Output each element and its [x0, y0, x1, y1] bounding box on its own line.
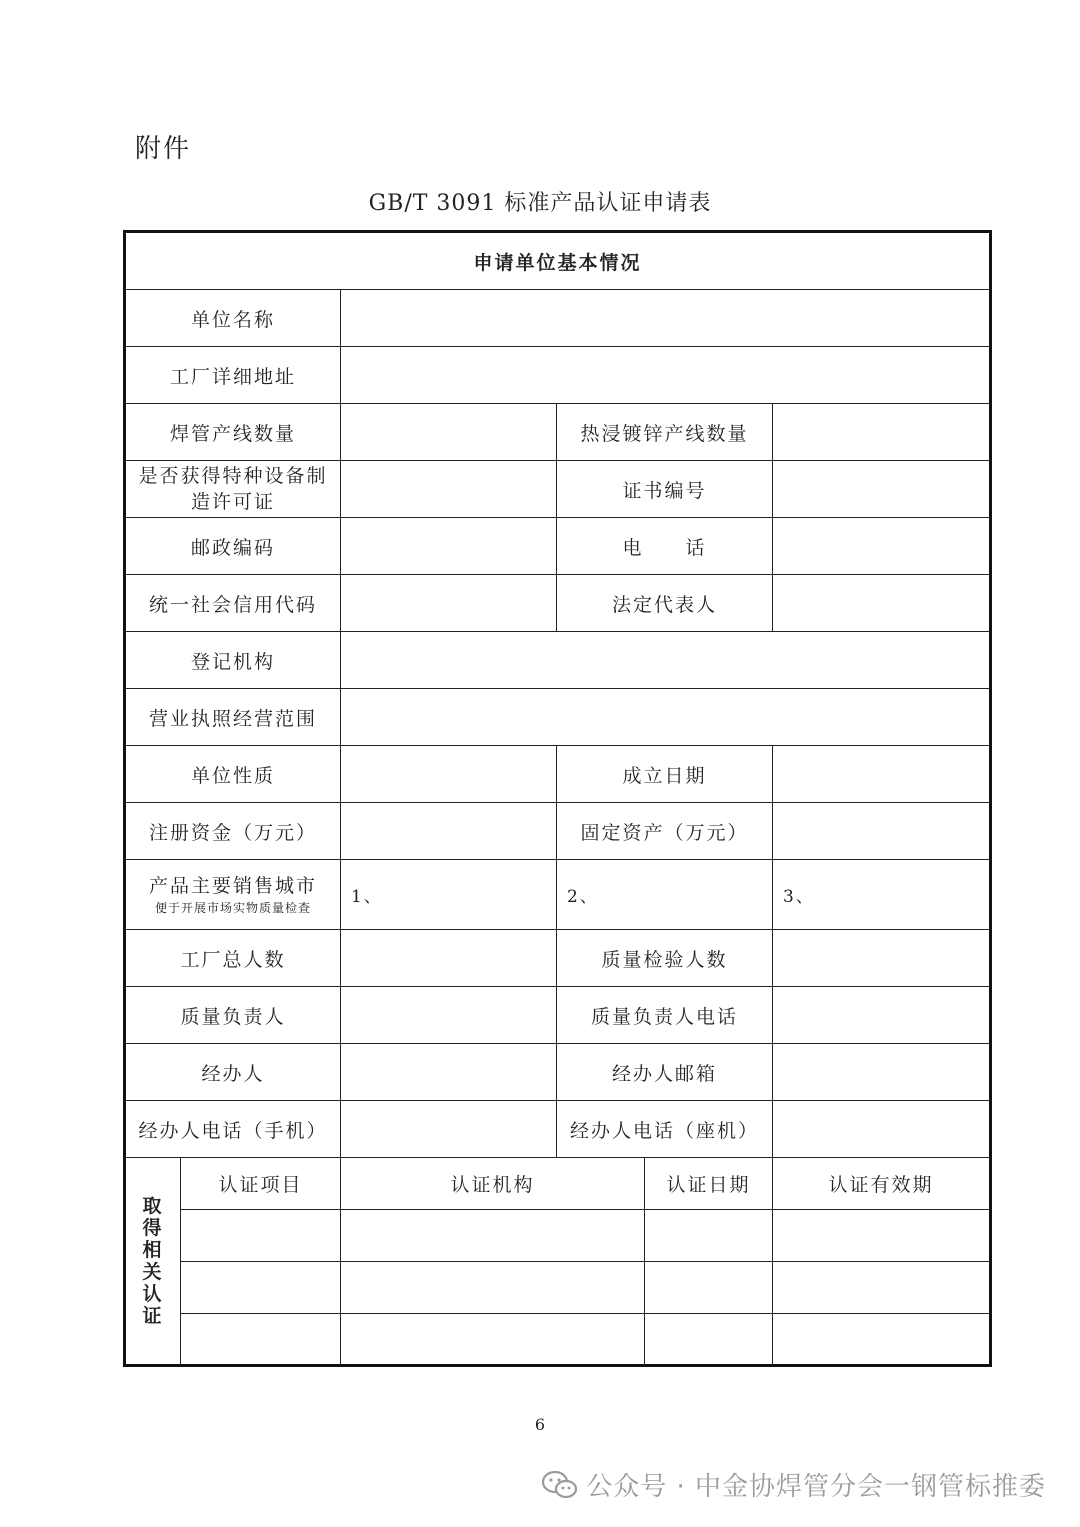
cert-section-text: [126, 1195, 180, 1327]
cert-section-char: 得: [142, 1217, 164, 1239]
cert-row-3-validity[interactable]: [773, 1314, 991, 1366]
cert-row-2-authority[interactable]: [341, 1262, 645, 1314]
cert-header-item: 认证项目: [181, 1158, 341, 1210]
watermark: [540, 1466, 1046, 1503]
cert-row-1-item[interactable]: [181, 1210, 341, 1262]
weld-pipe-lines-label: 焊管产线数量: [125, 404, 341, 461]
business-scope-label: 营业执照经营范围: [125, 689, 341, 746]
sales-city-2[interactable]: 2、: [557, 860, 773, 930]
unit-name-field[interactable]: [341, 290, 991, 347]
galvanizing-lines-label: 热浸镀锌产线数量: [557, 404, 773, 461]
establish-date-label: 成立日期: [557, 746, 773, 803]
cert-row-3-authority[interactable]: [341, 1314, 645, 1366]
qc-staff-label: 质量检验人数: [557, 930, 773, 987]
application-form-table: [123, 230, 992, 1367]
phone-label: 电 话: [557, 518, 773, 575]
establish-date-field[interactable]: [773, 746, 991, 803]
business-scope-field[interactable]: [341, 689, 991, 746]
handler-landline-label: 经办人电话（座机）: [557, 1101, 773, 1158]
quality-manager-field[interactable]: [341, 987, 557, 1044]
cert-row-2-date[interactable]: [645, 1262, 773, 1314]
handler-mobile-label: 经办人电话（手机）: [125, 1101, 341, 1158]
factory-address-label: 工厂详细地址: [125, 347, 341, 404]
certificate-no-label: 证书编号: [557, 461, 773, 518]
quality-manager-phone-field[interactable]: [773, 987, 991, 1044]
legal-rep-label: 法定代表人: [557, 575, 773, 632]
handler-field[interactable]: [341, 1044, 557, 1101]
credit-code-field[interactable]: [341, 575, 557, 632]
cert-header-validity: 认证有效期: [773, 1158, 991, 1210]
postal-code-field[interactable]: [341, 518, 557, 575]
cert-section-char: 取: [142, 1195, 164, 1217]
registered-capital-label: 注册资金（万元）: [125, 803, 341, 860]
handler-mobile-field[interactable]: [341, 1101, 557, 1158]
unit-nature-field[interactable]: [341, 746, 557, 803]
phone-field[interactable]: [773, 518, 991, 575]
form-title: GB/T 3091 标准产品认证申请表: [368, 191, 712, 216]
unit-nature-label: 单位性质: [125, 746, 341, 803]
total-staff-label: 工厂总人数: [125, 930, 341, 987]
sales-cities-title: 产品主要销售城市: [148, 874, 317, 897]
sales-city-3[interactable]: 3、: [773, 860, 991, 930]
credit-code-label: 统一社会信用代码: [125, 575, 341, 632]
legal-rep-field[interactable]: [773, 575, 991, 632]
cert-row-2-item[interactable]: [181, 1262, 341, 1314]
wechat-icon: [540, 1469, 580, 1501]
license-question-field[interactable]: [341, 461, 557, 518]
galvanizing-lines-field[interactable]: [773, 404, 991, 461]
cert-header-date: 认证日期: [645, 1158, 773, 1210]
section-title: 申请单位基本情况: [125, 232, 991, 290]
handler-label: 经办人: [125, 1044, 341, 1101]
cert-row-3-date[interactable]: [645, 1314, 773, 1366]
cert-section-char: 证: [142, 1305, 164, 1327]
cert-row-2-validity[interactable]: [773, 1262, 991, 1314]
registered-capital-field[interactable]: [341, 803, 557, 860]
page-number: 6: [534, 1415, 546, 1434]
fixed-assets-label: 固定资产（万元）: [557, 803, 773, 860]
cert-section-char: 相: [142, 1239, 164, 1261]
attachment-label: 附件: [135, 134, 192, 164]
registration-authority-field[interactable]: [341, 632, 991, 689]
quality-manager-label: 质量负责人: [125, 987, 341, 1044]
sales-city-1[interactable]: 1、: [341, 860, 557, 930]
weld-pipe-lines-field[interactable]: [341, 404, 557, 461]
handler-email-field[interactable]: [773, 1044, 991, 1101]
sales-cities-label: [125, 860, 341, 930]
registration-authority-label: 登记机构: [125, 632, 341, 689]
factory-address-field[interactable]: [341, 347, 991, 404]
certificate-no-field[interactable]: [773, 461, 991, 518]
sales-cities-note: 便于开展市场实物质量检查: [154, 900, 311, 915]
cert-row-1-date[interactable]: [645, 1210, 773, 1262]
cert-row-1-authority[interactable]: [341, 1210, 645, 1262]
postal-code-label: 邮政编码: [125, 518, 341, 575]
cert-section-char: 关: [142, 1261, 164, 1283]
total-staff-field[interactable]: [341, 930, 557, 987]
fixed-assets-field[interactable]: [773, 803, 991, 860]
cert-row-3-item[interactable]: [181, 1314, 341, 1366]
handler-landline-field[interactable]: [773, 1101, 991, 1158]
cert-row-1-validity[interactable]: [773, 1210, 991, 1262]
license-question-label: 是否获得特种设备制造许可证: [125, 461, 341, 518]
watermark-text: 公众号 · 中金协焊管分会一钢管标推委: [586, 1472, 1046, 1502]
unit-name-label: 单位名称: [125, 290, 341, 347]
handler-email-label: 经办人邮箱: [557, 1044, 773, 1101]
cert-section-label: [125, 1158, 181, 1366]
quality-manager-phone-label: 质量负责人电话: [557, 987, 773, 1044]
cert-header-authority: 认证机构: [341, 1158, 645, 1210]
qc-staff-field[interactable]: [773, 930, 991, 987]
cert-section-char: 认: [142, 1283, 164, 1305]
